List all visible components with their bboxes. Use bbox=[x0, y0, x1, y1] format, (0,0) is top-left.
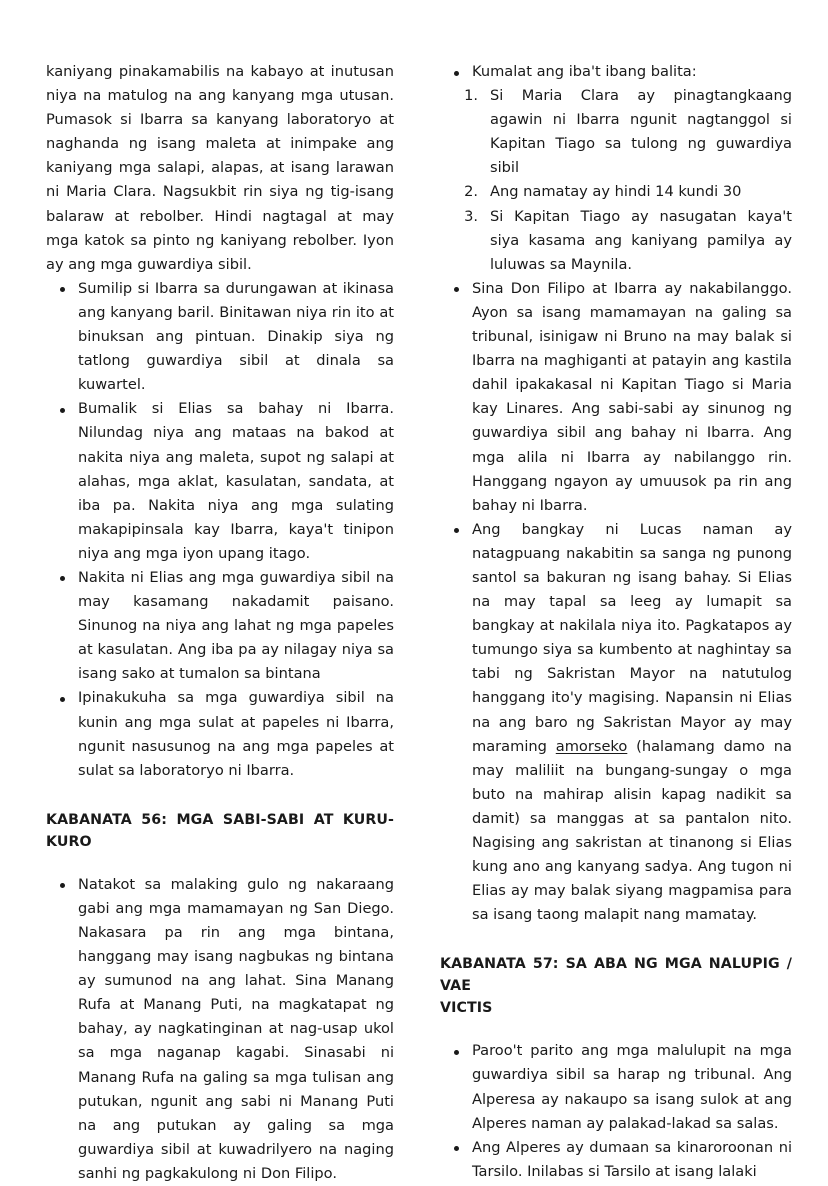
list-item-lucas bbox=[440, 518, 792, 928]
list-item-text: Ang namatay ay hindi 14 kundi 30 bbox=[490, 183, 742, 201]
left-bullet-list-bottom bbox=[46, 873, 394, 1186]
chapter-heading-56: KABANATA 56: MGA SABI-SABI AT KURU-KURO bbox=[46, 811, 394, 850]
list-item: Kumalat ang iba't ibang balita: bbox=[440, 60, 792, 84]
continued-paragraph: kaniyang pinakamabilis na kabayo at inutusan niya na matulog na ang kanyang mga utusan. Pumasok si Ibarra sa kanyang laboratoryo at naghanda ng isang maleta at inimpake ang kaniyang mga salapi, alapas, at isang larawan ni Maria Clara. Nagsukbit rin siya ng tig-isang balaraw at rebolber. Hindi nagtagal at may mga katok sa pinto ng kaniyang rebolber. Iyon ay ang mga guwardiya sibil. bbox=[46, 63, 394, 273]
chapter-heading-57-line2: VICTIS bbox=[440, 1000, 493, 1017]
list-item bbox=[440, 84, 792, 180]
list-item: Paroo't parito ang mga malulupit na mga guwardiya sibil sa harap ng tribunal. Ang Alperesa ay nakaupo sa isang sulok at ang Alperes naman ay palakad-lakad sa salas. bbox=[440, 1039, 792, 1135]
list-item bbox=[440, 180, 792, 204]
right-column bbox=[440, 60, 792, 1180]
right-bullet-list-main bbox=[440, 277, 792, 928]
chapter-heading-57-line1: KABANATA 57: SA ABA NG MGA NALUPIG / VAE bbox=[440, 956, 792, 995]
spacer bbox=[440, 927, 792, 953]
spacer bbox=[46, 853, 394, 873]
spacer bbox=[46, 783, 394, 809]
list-item bbox=[440, 205, 792, 277]
glossary-term-amorseko: amorseko bbox=[555, 737, 628, 755]
list-item-text: Si Kapitan Tiago ay nasugatan kaya't siya kasama ang kaniyang pamilya ay luluwas sa Maynila. bbox=[490, 207, 792, 273]
chapter-heading-57 bbox=[440, 953, 792, 1019]
two-column-layout bbox=[46, 60, 792, 1182]
list-item: Sumilip si Ibarra sa durungawan at ikinasa ang kanyang baril. Binitawan niya rin ito at binuksan ang pintuan. Dinakip siya ng tatlong guwardiya sibil at dinala sa kuwartel. bbox=[46, 277, 394, 397]
lucas-text-part2: (halamang damo na may maliliit na bungang-sungay o mga buto na mahirap alisin kapag nadikit sa damit) sa manggas at sa pantalon nito. Nagising ang sakristan at tinanong si Elias kung ano ang kanyang sadya. Ang tugon ni Elias ay may balak siyang magpamisa para sa isang taong malapit nang mamatay. bbox=[472, 737, 792, 924]
list-item: Nakita ni Elias ang mga guwardiya sibil na may kasamang nakadamit paisano. Sinunog na niya ang lahat ng mga papeles at kasulatan. Ang iba pa ay nilagay niya sa isang sako at tumalon sa bintana bbox=[46, 566, 394, 686]
right-bullet-list-news bbox=[440, 60, 792, 84]
lucas-text-part1: Ang bangkay ni Lucas naman ay natagpuang nakabitin sa sanga ng punong santol sa bakuran ng isang bahay. Si Elias na may tapal sa leeg ay lumapit sa bangkay at nakilala niya ito. Pagkatapos ay tumungo siya sa kumbento at naghintay sa tabi ng Sakristan Mayor na natutulog hanggang ito'y magising. Napansin ni Elias na ang baro ng Sakristan Mayor ay may maraming bbox=[472, 520, 792, 755]
list-item: Ipinakukuha sa mga guwardiya sibil na kunin ang mga sulat at papeles ni Ibarra, ngunit nasusunog na ang mga papeles at sulat sa laboratoryo ni Ibarra. bbox=[46, 686, 394, 782]
list-item: Bumalik si Elias sa bahay ni Ibarra. Nilundag niya ang mataas na bakod at nakita niya ang maleta, supot ng salapi at alahas, mga aklat, kasulatan, sandata, at iba pa. Nakita niya ang mga sulating makapipinsala kay Ibarra, kaya't tinipon niya ang mga iyon upang itago. bbox=[46, 397, 394, 566]
list-item: Natakot sa malaking gulo ng nakaraang gabi ang mga mamamayan ng San Diego. Nakasara pa rin ang mga bintana, hanggang may isang nagbukas ng bintana ay sumunod na ang lahat. Sina Manang Rufa at Manang Puti, na magkatapat ng bahay, ay nagkatinginan at nag-usap ukol sa mga naganap kagabi. Sinasabi ni Manang Rufa na galing sa mga tulisan ang putukan, ngunit ang sabi ni Manang Puti na ang putukan ay galing sa mga guwardiya sibil at kuwadrilyero na naging sanhi ng pagkakulong ni Don Filipo. bbox=[46, 873, 394, 1186]
list-item: Ang Alperes ay dumaan sa kinaroroonan ni Tarsilo. Inilabas si Tarsilo at isang lalaki bbox=[440, 1136, 792, 1184]
left-bullet-list-top bbox=[46, 277, 394, 783]
spacer bbox=[440, 1019, 792, 1039]
list-item: Sina Don Filipo at Ibarra ay nakabilanggo. Ayon sa isang mamamayan na galing sa tribunal, isinigaw ni Bruno na may balak si Ibarra na maghiganti at patayin ang kastila dahil ipakakasal ni Kapitan Tiago si Maria kay Linares. Ang sabi-sabi ay sinunog ng guwardiya sibil ang bahay ni Ibarra. Ang mga alila ni Ibarra ay nabilanggo rin. Hanggang ngayon ay umuusok pa rin ang bahay ni Ibarra. bbox=[440, 277, 792, 518]
right-bullet-list-ch57 bbox=[440, 1039, 792, 1184]
left-column bbox=[46, 60, 394, 1182]
news-numbered-list bbox=[440, 84, 792, 277]
list-item-text: Si Maria Clara ay pinagtangkaang agawin ni Ibarra ngunit nagtanggol si Kapitan Tiago sa tulong ng guwardiya sibil bbox=[490, 87, 792, 177]
